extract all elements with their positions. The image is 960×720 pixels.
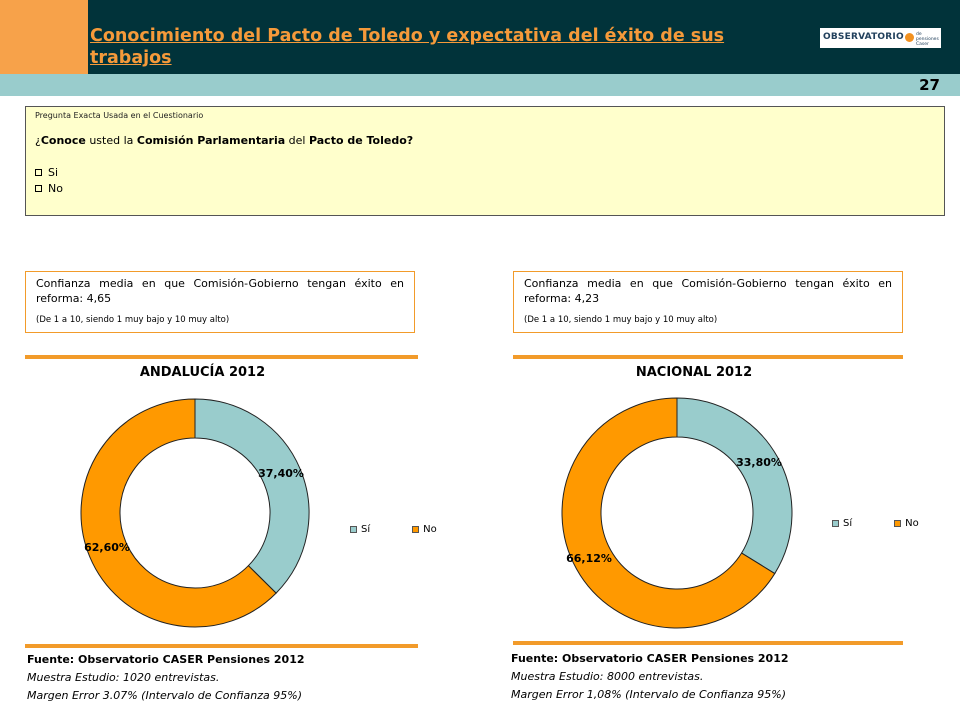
donut-slice-si: [677, 398, 792, 574]
source-error: Margen Error 1,08% (Intervalo de Confianza 95%): [511, 688, 786, 701]
page-number: 27: [919, 76, 940, 94]
question-text-part: Comisión Parlamentaria: [136, 134, 286, 147]
legend-label: No: [905, 518, 919, 529]
question-text: [35, 134, 413, 147]
chart-bottom-rule: [25, 644, 418, 648]
donut-slice-si: [195, 399, 309, 593]
chart-top-rule: [25, 355, 418, 359]
confidence-scale-note: (De 1 a 10, siendo 1 muy bajo y 10 muy alto): [36, 315, 230, 325]
checkbox-icon: [35, 185, 42, 192]
source-block: [511, 650, 789, 704]
question-text-part: usted la: [85, 134, 137, 147]
data-label: 37,40%: [258, 467, 304, 480]
legend-swatch-no: [412, 526, 419, 533]
question-text-part: Conoce: [40, 134, 86, 147]
chart-title: ANDALUCÍA 2012: [139, 365, 266, 380]
source-sample: Muestra Estudio: 8000 entrevistas.: [511, 670, 704, 683]
question-text-part: Pacto de Toledo?: [308, 134, 414, 147]
confidence-text: Confianza media en que Comisión-Gobierno tengan éxito en reforma: 4,23: [524, 277, 892, 305]
source-sample: Muestra Estudio: 1020 entrevistas.: [27, 671, 220, 684]
chart-title: NACIONAL 2012: [635, 365, 753, 380]
logo-dot-icon: [905, 33, 914, 42]
question-text-part: del: [285, 134, 309, 147]
option-label: No: [48, 182, 63, 195]
option-label: Si: [48, 166, 59, 179]
confidence-box-andalucia: [25, 271, 415, 333]
legend-label: No: [423, 524, 437, 535]
legend-label: Sí: [843, 518, 853, 529]
header-accent-block: [0, 0, 88, 74]
chart-legend: [350, 524, 437, 535]
data-label: 62,60%: [84, 541, 130, 554]
logo-text: OBSERVATORIO: [823, 32, 904, 42]
confidence-box-nacional: [513, 271, 903, 333]
option-no: [35, 182, 63, 195]
option-si: [35, 166, 58, 179]
donut-chart-andalucia: [0, 380, 480, 640]
source-error: Margen Error 3.07% (Intervalo de Confianza 95%): [27, 689, 302, 702]
legend-swatch-no: [894, 520, 901, 527]
legend-swatch-si: [350, 526, 357, 533]
source-title: Fuente: Observatorio CASER Pensiones 2012: [27, 653, 305, 666]
source-title: Fuente: Observatorio CASER Pensiones 2012: [511, 652, 789, 665]
legend-label: Sí: [361, 524, 371, 535]
observatorio-logo: [820, 28, 941, 48]
page-title[interactable]: Conocimiento del Pacto de Toledo y expectativa del éxito de sus trabajos: [90, 26, 725, 68]
logo-subtext: de pensiones Caser: [916, 32, 939, 47]
chart-legend: [832, 518, 919, 529]
legend-swatch-si: [832, 520, 839, 527]
source-block: [27, 651, 305, 705]
donut-chart-nacional: [480, 380, 960, 640]
confidence-text: Confianza media en que Comisión-Gobierno tengan éxito en reforma: 4,65: [36, 277, 404, 305]
checkbox-icon: [35, 169, 42, 176]
data-label: 33,80%: [736, 456, 782, 469]
question-text-part: ¿: [35, 134, 41, 147]
chart-bottom-rule: [513, 641, 903, 645]
question-box: [25, 106, 945, 216]
data-label: 66,12%: [566, 552, 612, 565]
header-band: [0, 74, 960, 96]
chart-top-rule: [513, 355, 903, 359]
question-label: Pregunta Exacta Usada en el Cuestionario: [35, 111, 204, 120]
confidence-scale-note: (De 1 a 10, siendo 1 muy bajo y 10 muy alto): [524, 315, 718, 325]
